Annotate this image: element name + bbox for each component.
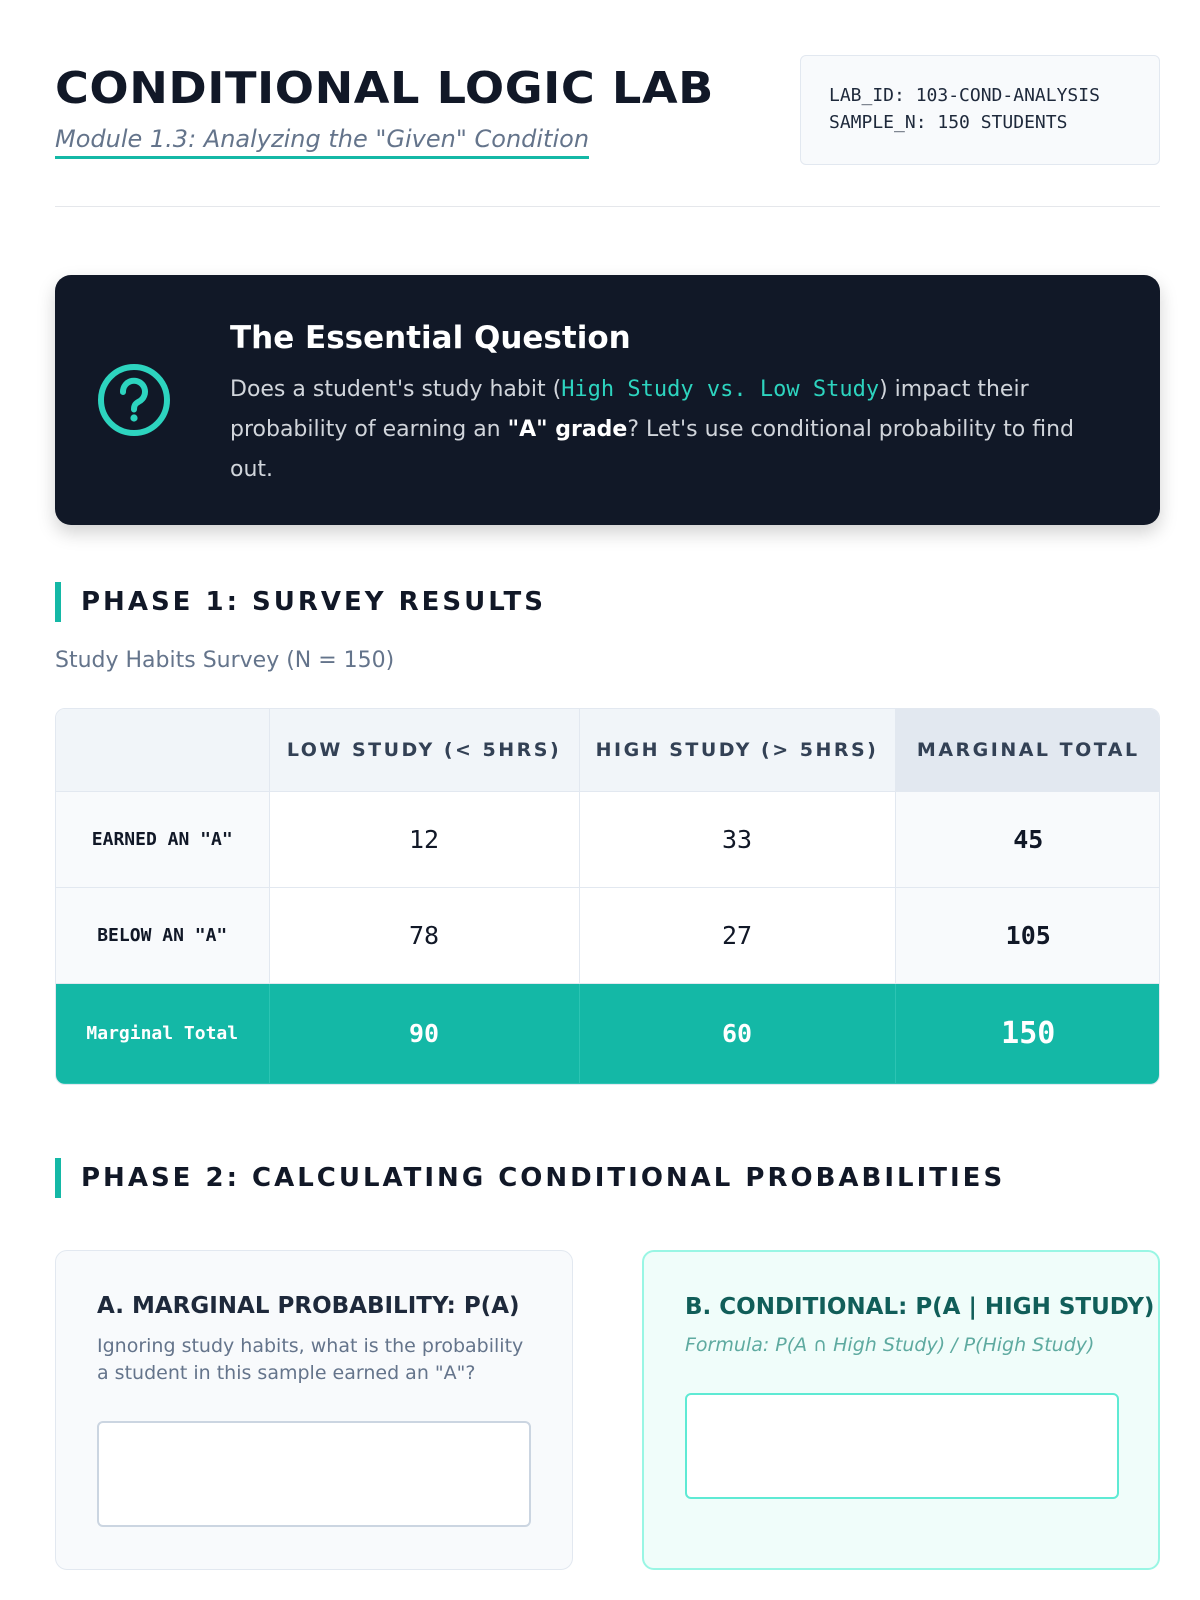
column-header-high-study: HIGH STUDY (> 5HRS) bbox=[579, 709, 895, 791]
marginal-probability-answer-input[interactable] bbox=[97, 1421, 531, 1527]
card-title: A. MARGINAL PROBABILITY: P(A) bbox=[97, 1293, 520, 1319]
survey-caption: Study Habits Survey (N = 150) bbox=[55, 648, 395, 673]
page-subtitle: Module 1.3: Analyzing the "Given" Condition bbox=[55, 125, 589, 159]
lab-meta-box bbox=[800, 55, 1160, 165]
cell-value: 33 bbox=[579, 791, 895, 887]
column-total: 90 bbox=[269, 983, 579, 1083]
grand-total: 150 bbox=[895, 983, 1160, 1083]
question-circle-icon bbox=[97, 363, 171, 437]
question-emphasis: "A" grade bbox=[507, 417, 628, 442]
conditional-probability-card bbox=[642, 1250, 1160, 1570]
card-formula: Formula: P(A ∩ High Study) / P(High Study) bbox=[685, 1334, 1095, 1356]
table-row bbox=[56, 791, 1160, 887]
lab-id: LAB_ID: 103-COND-ANALYSIS bbox=[829, 85, 1100, 106]
column-header-low-study: LOW STUDY (< 5HRS) bbox=[269, 709, 579, 791]
phase1-heading: PHASE 1: SURVEY RESULTS bbox=[55, 582, 546, 622]
table-header-row bbox=[56, 709, 1160, 791]
column-header-corner bbox=[56, 709, 269, 791]
row-total: 45 bbox=[895, 791, 1160, 887]
page-header bbox=[55, 55, 1160, 207]
question-text: Does a student's study habit ( bbox=[230, 377, 562, 402]
row-label: BELOW AN "A" bbox=[56, 887, 269, 983]
question-title: The Essential Question bbox=[230, 320, 631, 356]
cell-value: 78 bbox=[269, 887, 579, 983]
card-description: Ignoring study habits, what is the probability a student in this sample earned an "A"? bbox=[97, 1335, 524, 1384]
cell-value: 27 bbox=[579, 887, 895, 983]
phase2-heading: PHASE 2: CALCULATING CONDITIONAL PROBABILITIES bbox=[55, 1158, 1005, 1198]
cell-value: 12 bbox=[269, 791, 579, 887]
conditional-probability-answer-input[interactable] bbox=[685, 1393, 1119, 1499]
page-title: CONDITIONAL LOGIC LAB bbox=[55, 63, 714, 114]
question-text: ) impact their probability of earning an bbox=[230, 377, 1029, 442]
question-text: ? Let's use conditional probability to find out. bbox=[230, 417, 1075, 482]
row-total: 105 bbox=[895, 887, 1160, 983]
column-total: 60 bbox=[579, 983, 895, 1083]
question-body bbox=[230, 370, 1100, 490]
marginal-probability-card bbox=[55, 1250, 573, 1570]
row-label: EARNED AN "A" bbox=[56, 791, 269, 887]
column-header-marginal-total: MARGINAL TOTAL bbox=[895, 709, 1160, 791]
card-title: B. CONDITIONAL: P(A | HIGH STUDY) bbox=[685, 1294, 1155, 1320]
marginal-total-row bbox=[56, 983, 1160, 1083]
essential-question-panel bbox=[55, 275, 1160, 525]
row-label: Marginal Total bbox=[56, 983, 269, 1083]
question-highlight: High Study vs. Low Study bbox=[561, 377, 880, 402]
table-row bbox=[56, 887, 1160, 983]
sample-size: SAMPLE_N: 150 STUDENTS bbox=[829, 112, 1068, 133]
survey-table bbox=[55, 708, 1160, 1085]
